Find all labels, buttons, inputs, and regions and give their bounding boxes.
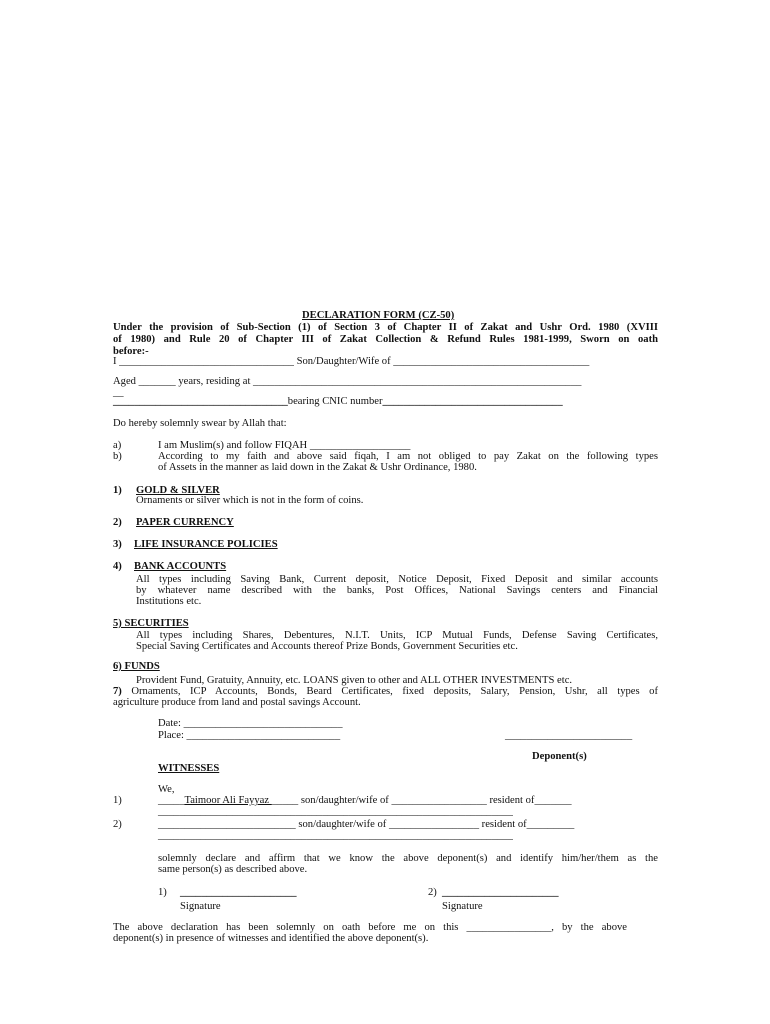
cnic-label: bearing CNIC number: [287, 396, 383, 407]
section-1-num: 1): [113, 485, 122, 496]
signature-2-num: 2): [428, 887, 437, 898]
name-relation-line: I _________________________________ Son/Daughter/Wife of _____________________________________: [113, 356, 590, 367]
section-3-title: LIFE INSURANCE POLICIES: [134, 539, 278, 550]
section-1-text: Ornaments or silver which is not in the form of coins.: [136, 495, 364, 506]
section-4-line-1: All types including Saving Bank, Current deposit, Notice Deposit, Fixed Deposit and similar accounts: [136, 574, 658, 585]
section-5-title: 5) SECURITIES: [113, 618, 189, 629]
signature-1-line: ______________________: [180, 887, 297, 898]
section-6-line-1: Provident Fund, Gratuity, Annuity, etc. LOANS given to other and ALL OTHER INVESTMENTS etc.: [136, 675, 573, 686]
witness-1-num: 1): [113, 795, 122, 806]
section-4-line-3: Institutions etc.: [136, 596, 202, 607]
intro-line-3: before:-: [113, 346, 149, 357]
cnic-blank: _________________________________: [113, 396, 288, 407]
witness-2-line: __________________________ son/daughter/wife of _________________ resident of_________: [158, 819, 575, 830]
deponent-label: Deponent(s): [532, 751, 587, 762]
section-3-num: 3): [113, 539, 122, 550]
cnic-line: [113, 396, 563, 408]
item-a-marker: a): [113, 440, 122, 451]
section-2-num: 2): [113, 517, 122, 528]
signature-1-num: 1): [158, 887, 167, 898]
final-line-1: The above declaration has been solemnly on oath before me on this ________________, by the above: [113, 922, 627, 933]
section-4-line-2: by whatever name described with the banks, Post Offices, National Savings centers and Financial: [136, 585, 658, 596]
date-field: Date: ______________________________: [158, 718, 343, 729]
affirm-line-2: same person(s) as described above.: [158, 864, 308, 875]
signature-2-line: ______________________: [442, 887, 559, 898]
intro-line-2: of 1980) and Rule 20 of Chapter III of Zakat Collection & Refund Rules 1981-1999, Sworn on oath: [113, 334, 658, 345]
cnic-blank-2: __________________________________: [382, 396, 563, 407]
affirm-line-1: solemnly declare and affirm that we know the above deponent(s) and identify him/her/them as the: [158, 853, 658, 864]
deponent-signature-line: ________________________: [505, 730, 633, 741]
witness-1-name: Taimoor Ali Fayyaz: [184, 795, 272, 806]
section-5-line-2: Special Saving Certificates and Accounts thereof Prize Bonds, Government Securities etc.: [136, 641, 518, 652]
section-5-line-1: All types including Shares, Debentures, N.I.T. Units, ICP Mutual Funds, Defense Saving Certificates,: [136, 630, 658, 641]
section-6-title: 6) FUNDS: [113, 661, 160, 672]
witnesses-we: We,: [158, 784, 175, 795]
witness-1-post: _____ son/daughter/wife of __________________ resident of_______: [271, 795, 572, 806]
signature-1-label: Signature: [180, 901, 221, 912]
final-line-2: deponent(s) in presence of witnesses and identified the above deponent(s).: [113, 933, 429, 944]
witness-1-pre: _____: [158, 795, 185, 806]
intro-line-1: Under the provision of Sub-Section (1) of Section 3 of Chapter II of Zakat and Ushr Ord. 1980 (XVIII: [113, 322, 658, 333]
place-field: Place: _____________________________: [158, 730, 341, 741]
section-7-line-2: agriculture produce from land and postal savings Account.: [113, 697, 361, 708]
swear-statement: Do hereby solemnly swear by Allah that:: [113, 418, 287, 429]
form-title: DECLARATION FORM (CZ-50): [302, 310, 455, 321]
section-2-title: PAPER CURRENCY: [136, 517, 234, 528]
section-4-num: 4): [113, 561, 122, 572]
witness-1-line-2: ___________________________________________________________________: [158, 806, 513, 817]
item-b-marker: b): [113, 451, 122, 462]
witness-2-line-2: ___________________________________________________________________: [158, 830, 513, 841]
item-b-line-1: According to my faith and above said fiqah, I am not obliged to pay Zakat on the following types: [158, 451, 658, 462]
age-residence-line: Aged _______ years, residing at ______________________________________________________________: [113, 376, 582, 387]
signature-2-label: Signature: [442, 901, 483, 912]
section-1-title: GOLD & SILVER: [136, 485, 220, 496]
item-a-text: I am Muslim(s) and follow FIQAH ___________________: [158, 440, 411, 451]
age-residence-cont: __: [113, 387, 124, 398]
section-7-text: Ornaments, ICP Accounts, Bonds, Beard Certificates, fixed deposits, Salary, Pension, Ushr, all types of: [121, 686, 658, 697]
section-4-title: BANK ACCOUNTS: [134, 561, 227, 572]
witness-2-num: 2): [113, 819, 122, 830]
section-7-num: 7): [113, 686, 122, 697]
item-b-line-2: of Assets in the manner as laid down in the Zakat & Ushr Ordinance, 1980.: [158, 462, 477, 473]
witnesses-title: WITNESSES: [158, 763, 220, 774]
